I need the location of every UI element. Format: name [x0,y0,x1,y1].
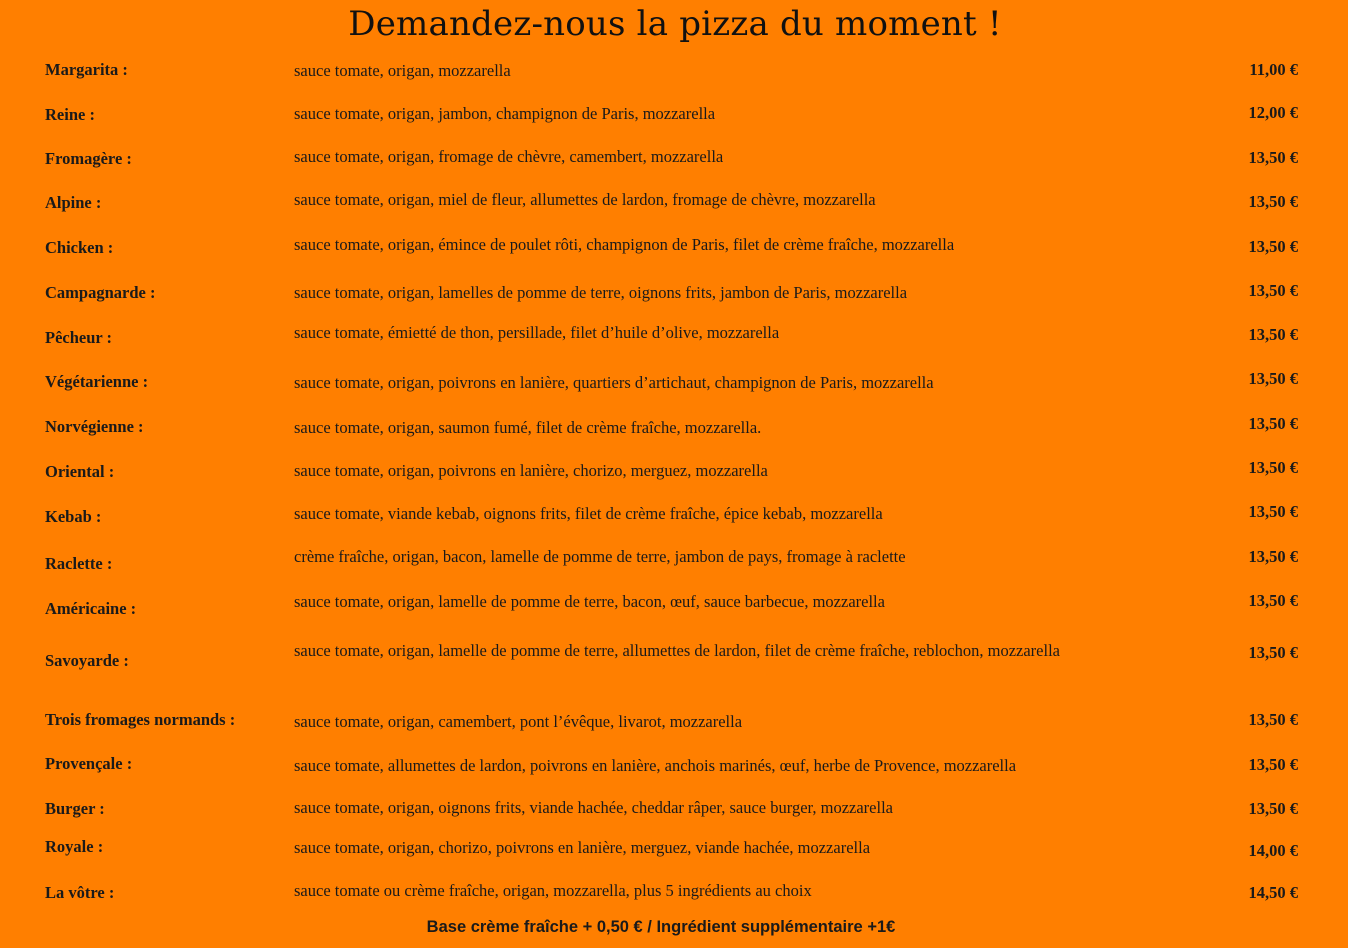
pizza-price: 13,50 € [1248,755,1298,774]
pizza-price: 13,50 € [1248,325,1298,344]
pizza-name: Alpine : [45,193,102,212]
pizza-price: 13,50 € [1248,148,1298,167]
pizza-description: sauce tomate, origan, mozzarella [294,61,511,80]
pizza-name: Chicken : [45,238,114,257]
pizza-description: sauce tomate, origan, oignons frits, viande hachée, cheddar râper, sauce burger, mozzarella [294,798,893,817]
pizza-price: 11,00 € [1249,60,1298,79]
menu-footer-note: Base crème fraîche + 0,50 € / Ingrédient supplémentaire +1€ [426,918,896,936]
pizza-description: sauce tomate, origan, lamelle de pomme de terre, allumettes de lardon, filet de crème fraîche, reblochon, mozzarella [294,641,1060,660]
pizza-name: Margarita : [45,60,128,79]
pizza-price: 13,50 € [1248,710,1298,729]
pizza-price: 13,50 € [1248,237,1298,256]
pizza-price: 14,50 € [1248,883,1298,902]
pizza-price: 13,50 € [1248,458,1298,477]
pizza-price: 12,00 € [1248,103,1298,122]
pizza-name: La vôtre : [45,883,115,902]
pizza-name: Kebab : [45,507,102,526]
pizza-description: sauce tomate, origan, lamelle de pomme de terre, bacon, œuf, sauce barbecue, mozzarella [294,592,885,611]
pizza-price: 14,00 € [1248,841,1298,860]
pizza-name: Fromagère : [45,149,132,168]
pizza-name: Reine : [45,105,95,124]
pizza-name: Royale : [45,837,104,856]
pizza-description: sauce tomate, origan, miel de fleur, allumettes de lardon, fromage de chèvre, mozzarella [294,190,876,209]
pizza-price: 13,50 € [1248,281,1298,300]
pizza-name: Raclette : [45,554,113,573]
pizza-name: Végétarienne : [45,372,149,391]
pizza-description: sauce tomate, origan, fromage de chèvre, camembert, mozzarella [294,147,724,166]
pizza-name: Campagnarde : [45,283,156,302]
pizza-description: sauce tomate, origan, émince de poulet rôti, champignon de Paris, filet de crème fraîche, mozzarella [294,235,955,254]
pizza-description: sauce tomate, origan, jambon, champignon de Paris, mozzarella [294,104,716,123]
pizza-name: Burger : [45,799,105,818]
pizza-name: Pêcheur : [45,328,113,347]
pizza-name: Savoyarde : [45,651,129,670]
pizza-description: sauce tomate, émietté de thon, persillade, filet d’huile d’olive, mozzarella [294,323,780,342]
pizza-name: Oriental : [45,462,115,481]
pizza-price: 13,50 € [1248,502,1298,521]
pizza-description: crème fraîche, origan, bacon, lamelle de pomme de terre, jambon de pays, fromage à raclette [294,547,906,566]
pizza-description: sauce tomate, origan, chorizo, poivrons en lanière, merguez, viande hachée, mozzarella [294,838,871,857]
pizza-name: Norvégienne : [45,417,144,436]
menu-title: Demandez-nous la pizza du moment ! [348,4,1002,44]
pizza-description: sauce tomate, origan, camembert, pont l’évêque, livarot, mozzarella [294,712,743,731]
pizza-description: sauce tomate, origan, poivrons en lanière, chorizo, merguez, mozzarella [294,461,768,480]
pizza-price: 13,50 € [1248,591,1298,610]
pizza-name: Trois fromages normands : [45,710,236,729]
pizza-price: 13,50 € [1248,369,1298,388]
pizza-name: Américaine : [45,599,137,618]
pizza-price: 13,50 € [1248,414,1298,433]
pizza-description: sauce tomate, allumettes de lardon, poivrons en lanière, anchois marinés, œuf, herbe de Provence, mozzarella [294,756,1017,775]
pizza-description: sauce tomate, origan, lamelles de pomme de terre, oignons frits, jambon de Paris, mozzarella [294,283,908,302]
pizza-price: 13,50 € [1248,799,1298,818]
pizza-description: sauce tomate, origan, poivrons en lanière, quartiers d’artichaut, champignon de Paris, mozzarella [294,373,934,392]
pizza-name: Provençale : [45,754,133,773]
pizza-price: 13,50 € [1248,192,1298,211]
pizza-price: 13,50 € [1248,547,1298,566]
pizza-price: 13,50 € [1248,643,1298,662]
pizza-description: sauce tomate, origan, saumon fumé, filet de crème fraîche, mozzarella. [294,418,762,437]
pizza-description: sauce tomate ou crème fraîche, origan, mozzarella, plus 5 ingrédients au choix [294,881,812,900]
pizza-description: sauce tomate, viande kebab, oignons frits, filet de crème fraîche, épice kebab, mozzarella [294,504,883,523]
